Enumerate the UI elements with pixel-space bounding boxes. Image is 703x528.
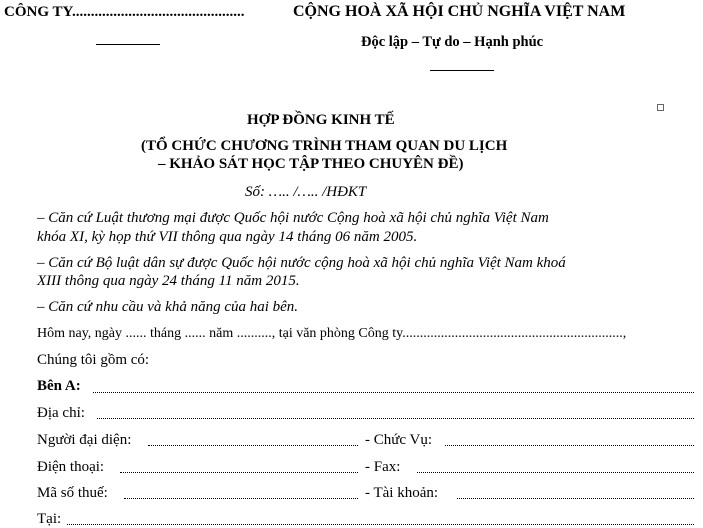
motto: Độc lập – Tự do – Hạnh phúc: [361, 34, 544, 50]
company-name: CÔNG TY..............................................: [4, 4, 245, 20]
today-line: Hôm nay, ngày ...... tháng ...... năm .........., tại văn phòng Công ty...............................................................,: [37, 326, 627, 341]
phone-label: Điện thoại:: [37, 459, 105, 475]
tax-fill: [124, 498, 358, 499]
contract-subtitle-line2: – KHẢO SÁT HỌC TẬP THEO CHUYÊN ĐỀ): [158, 156, 464, 172]
party-a-fill: [93, 392, 694, 393]
nation-title: CỘNG HOÀ XÃ HỘI CHỦ NGHĨA VIỆT NAM: [293, 3, 626, 20]
position-label: - Chức Vụ:: [365, 432, 433, 448]
at-label: Tại:: [37, 511, 62, 527]
representative-fill: [148, 445, 358, 446]
basis-1-line1: – Căn cứ Luật thương mại được Quốc hội nước Cộng hoà xã hội chủ nghĩa Việt Nam: [37, 210, 549, 226]
party-a-label: Bên A:: [37, 378, 81, 394]
phone-fill: [120, 472, 358, 473]
parties-intro: Chúng tôi gồm có:: [37, 352, 150, 368]
basis-1-line2: khóa XI, kỳ họp thứ VII thông qua ngày 14 tháng 06 năm 2005.: [37, 229, 418, 245]
account-fill: [457, 498, 694, 499]
anchor-marker-icon: [657, 104, 664, 111]
motto-underline: [430, 70, 494, 71]
basis-3: – Căn cứ nhu cầu và khả năng của hai bên.: [37, 299, 299, 315]
contract-subtitle-line1: (TỔ CHỨC CHƯƠNG TRÌNH THAM QUAN DU LỊCH: [141, 138, 508, 154]
tax-label: Mã số thuế:: [37, 485, 108, 501]
contract-number: Số: ….. /….. /HĐKT: [245, 184, 367, 200]
fax-fill: [417, 472, 694, 473]
at-fill: [67, 524, 694, 525]
address-fill: [97, 418, 694, 419]
fax-label: - Fax:: [365, 459, 401, 475]
basis-2-line1: – Căn cứ Bộ luật dân sự được Quốc hội nước cộng hoà xã hội chủ nghĩa Việt Nam khoá: [37, 255, 566, 271]
representative-label: Người đại diện:: [37, 432, 132, 448]
account-label: - Tài khoản:: [365, 485, 439, 501]
company-underline: [96, 44, 160, 45]
position-fill: [445, 445, 694, 446]
address-label: Địa chỉ:: [37, 405, 85, 421]
basis-2-line2: XIII thông qua ngày 24 tháng 11 năm 2015.: [37, 273, 300, 289]
contract-title: HỢP ĐỒNG KINH TẾ: [247, 112, 395, 128]
